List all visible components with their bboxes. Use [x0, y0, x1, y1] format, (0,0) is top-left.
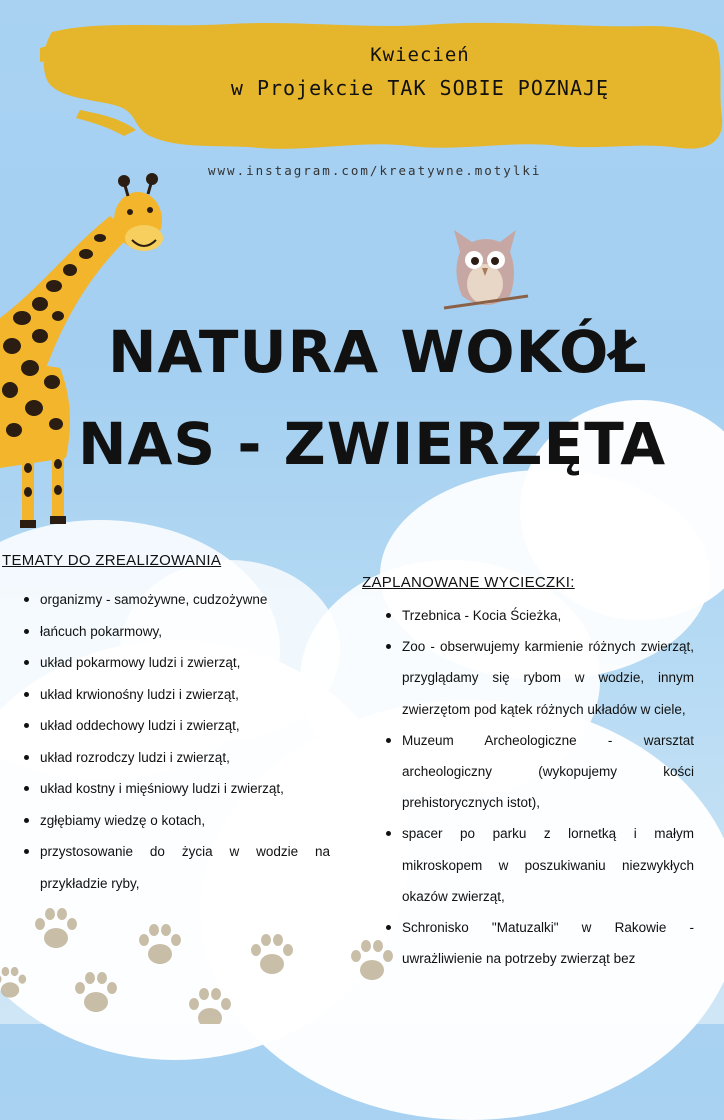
list-item: Trzebnica - Kocia Ścieżka,	[380, 600, 694, 631]
header-month: Kwiecień	[370, 44, 470, 66]
instagram-url: www.instagram.com/kreatywne.motylki	[208, 163, 542, 178]
header-project: w Projekcie TAK SOBIE POZNAJĘ	[230, 76, 610, 100]
paw-print-icon	[0, 958, 30, 1008]
trips-heading: ZAPLANOWANE WYCIECZKI:	[362, 574, 575, 591]
list-item: łańcuch pokarmowy,	[18, 616, 330, 648]
list-item: przystosowanie do życia w wodzie na przykładzie ryby,	[18, 836, 330, 899]
list-item: Zoo - obserwujemy karmienie różnych zwierząt, przyglądamy się rybom w wodzie, innym zwierzętom pod kątek różnych układów w ciele,	[380, 631, 694, 725]
list-item: spacer po parku z lornetką i małym mikroskopem w poszukiwaniu niezwykłych okazów zwierząt,	[380, 818, 694, 912]
list-item: zgłębiamy wiedzę o kotach,	[18, 805, 330, 837]
paw-print-icon	[70, 968, 122, 1018]
list-item: układ oddechowy ludzi i zwierząt,	[18, 710, 330, 742]
list-item: układ krwionośny ludzi i zwierząt,	[18, 679, 330, 711]
topics-heading: TEMATY DO ZREALIZOWANIA	[2, 552, 222, 569]
owl-illustration	[440, 222, 532, 318]
paw-print-icon	[134, 920, 186, 970]
trips-list	[380, 600, 694, 974]
paw-print-icon	[184, 984, 236, 1024]
header-block	[140, 44, 700, 100]
list-item: Schronisko "Matuzalki" w Rakowie - uwrażliwienie na potrzeby zwierząt bez	[380, 912, 694, 974]
list-item: Muzeum Archeologiczne - warsztat archeologiczny (wykopujemy kości prehistorycznych istot),	[380, 725, 694, 819]
topics-list	[18, 584, 330, 899]
paw-print-icon	[246, 930, 298, 980]
list-item: układ pokarmowy ludzi i zwierząt,	[18, 647, 330, 679]
title-line-2: NAS - ZWIERZĘTA	[78, 410, 667, 478]
paw-print-icon	[346, 936, 398, 986]
list-item: organizmy - samożywne, cudzożywne	[18, 584, 330, 616]
title-line-1: NATURA WOKÓŁ	[108, 318, 648, 386]
list-item: układ kostny i mięśniowy ludzi i zwierząt,	[18, 773, 330, 805]
page-title	[78, 306, 718, 490]
list-item: układ rozrodczy ludzi i zwierząt,	[18, 742, 330, 774]
paw-print-icon	[30, 904, 82, 954]
